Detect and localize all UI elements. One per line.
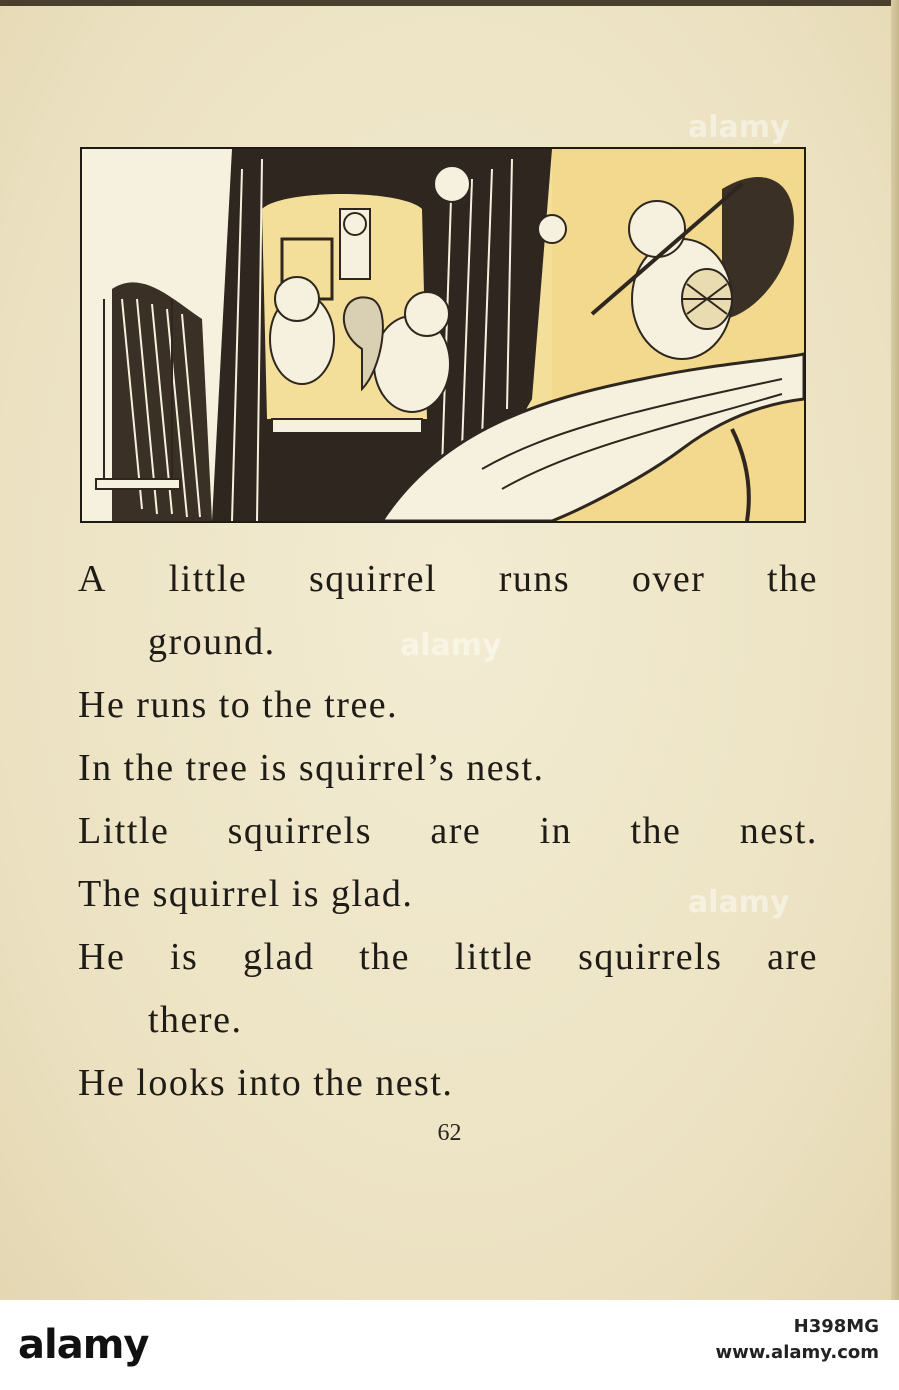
word: A — [78, 558, 107, 600]
text-line-8: there. — [148, 999, 243, 1041]
watermark-text: alamy — [688, 885, 790, 920]
word: in — [539, 810, 573, 852]
word: are — [767, 936, 818, 978]
word: He — [78, 936, 126, 978]
word: nest. — [739, 810, 818, 852]
word: little — [454, 936, 534, 978]
text-line-6: The squirrel is glad. — [78, 873, 414, 915]
word: the — [630, 810, 682, 852]
word: glad — [243, 936, 315, 978]
page-top-edge — [0, 0, 899, 6]
stock-footer — [0, 1300, 899, 1390]
site-url: www.alamy.com — [715, 1342, 879, 1363]
word: over — [631, 558, 706, 600]
word: squirrel — [308, 558, 438, 600]
text-line-9: He looks into the nest. — [78, 1062, 454, 1104]
text-line-3: He runs to the tree. — [78, 684, 399, 726]
text-line-1 — [78, 548, 818, 611]
text-line-5 — [78, 800, 818, 863]
word: is — [169, 936, 199, 978]
watermark-text: alamy — [400, 628, 502, 663]
squirrels-tree-illustration — [80, 147, 806, 523]
word: are — [430, 810, 482, 852]
page-edge-shadow — [891, 0, 899, 1300]
word: squirrels — [227, 810, 373, 852]
word: runs — [498, 558, 571, 600]
word: the — [767, 558, 818, 600]
watermark-text: alamy — [688, 110, 790, 145]
page-number: 62 — [437, 1120, 462, 1146]
image-id: H398MG — [793, 1316, 879, 1337]
text-line-2: ground. — [148, 621, 276, 663]
alamy-logo: alamy — [18, 1322, 149, 1368]
word: little — [168, 558, 248, 600]
word: the — [359, 936, 411, 978]
text-line-7 — [78, 926, 818, 989]
illustration-drawing — [82, 149, 804, 521]
word: Little — [78, 810, 170, 852]
word: squirrels — [578, 936, 723, 978]
text-line-4: In the tree is squirrel’s nest. — [78, 747, 545, 789]
image-id-block — [715, 1314, 879, 1366]
